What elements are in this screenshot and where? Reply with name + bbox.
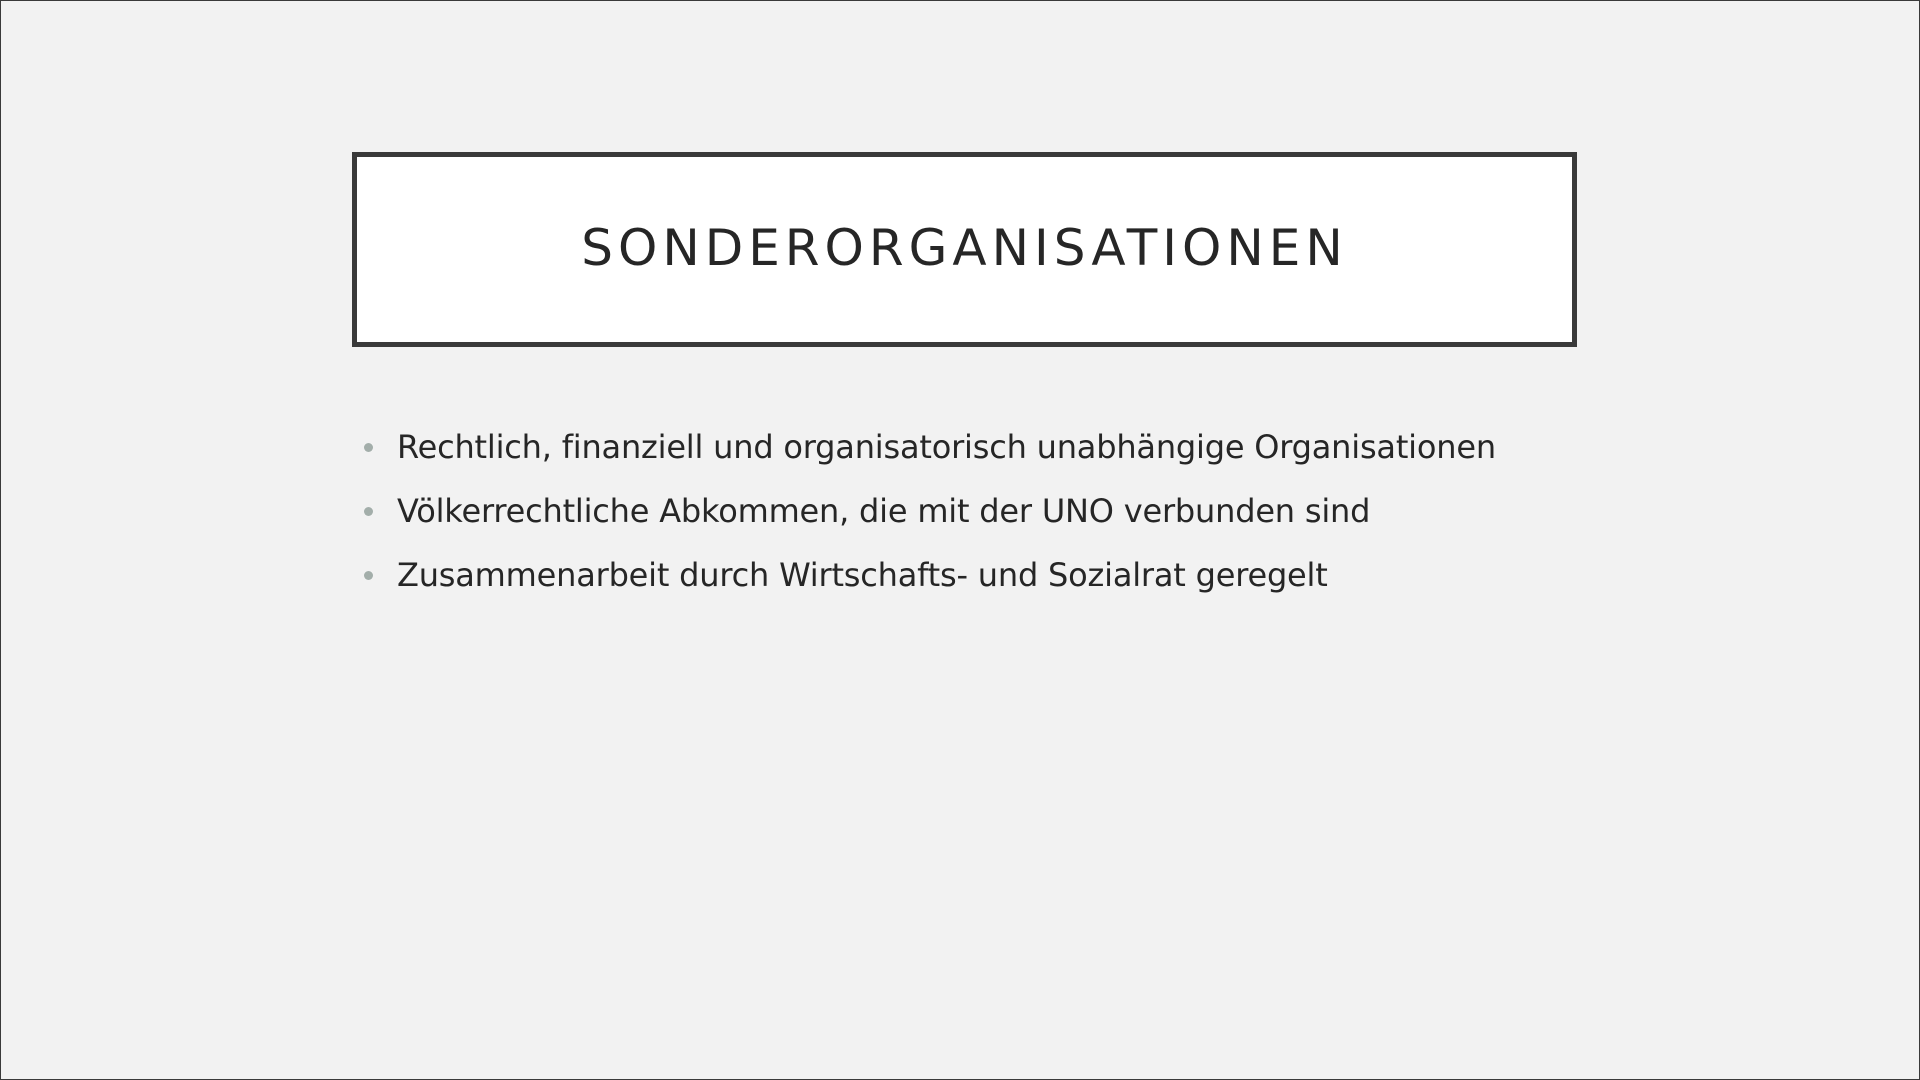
bullet-dot-icon: [364, 571, 373, 580]
bullet-item: [364, 543, 1614, 607]
title-box: [352, 152, 1577, 347]
slide-title: SONDERORGANISATIONEN: [581, 218, 1348, 277]
bullet-text: Zusammenarbeit durch Wirtschafts- und Sozialrat geregelt: [397, 556, 1328, 594]
bullet-dot-icon: [364, 443, 373, 452]
bullet-list: [364, 415, 1614, 607]
bullet-dot-icon: [364, 507, 373, 516]
bullet-text: Völkerrechtliche Abkommen, die mit der UNO verbunden sind: [397, 492, 1371, 530]
bullet-text: Rechtlich, finanziell und organisatorisch unabhängige Organisationen: [397, 428, 1496, 466]
bullet-item: [364, 415, 1614, 479]
bullet-item: [364, 479, 1614, 543]
